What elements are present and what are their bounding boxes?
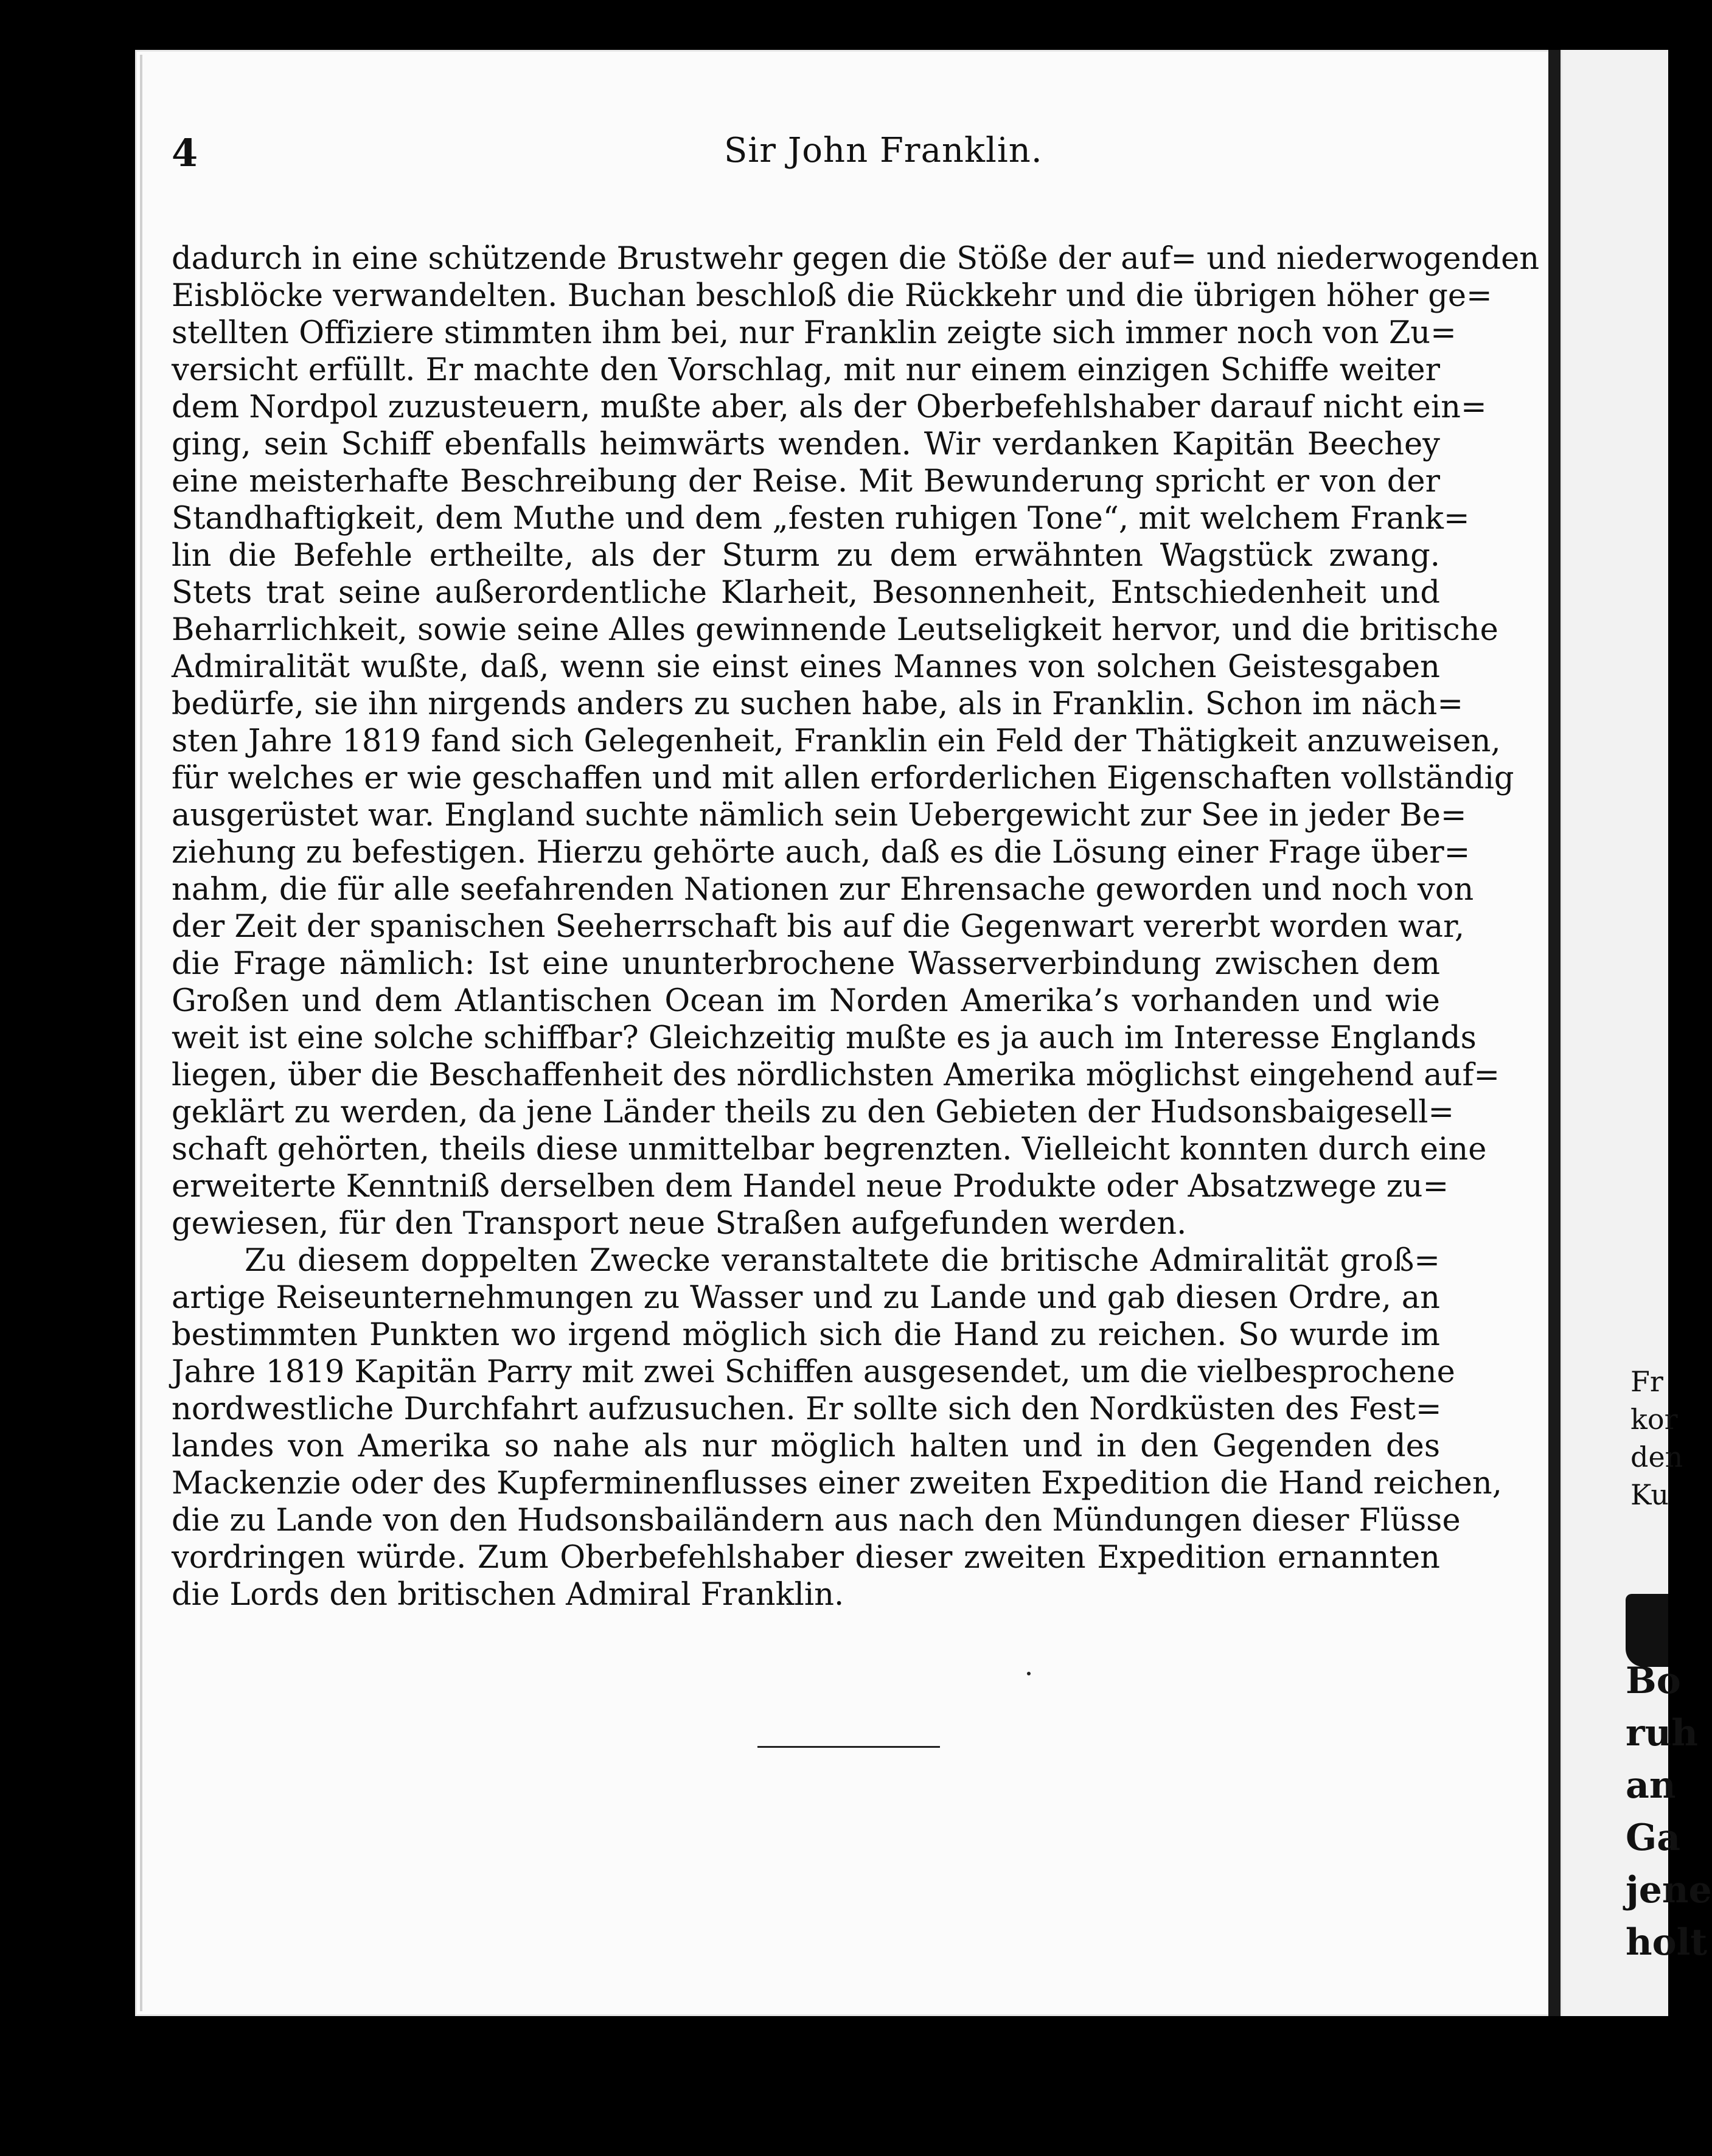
text-line: liegen, über die Beschaffenheit des nördlichsten Amerika möglichst eingehend auf= — [172, 1057, 1500, 1093]
text-line: Beharrlichkeit, sowie seine Alles gewinnende Leutseligkeit hervor, und die britische — [172, 612, 1498, 648]
text-line: ziehung zu befestigen. Hierzu gehörte auch, daß es die Lösung einer Frage über= — [172, 835, 1470, 871]
running-title: Sir John Franklin. — [724, 131, 1043, 170]
scan-background — [0, 0, 135, 2156]
text-line: schaft gehörten, theils diese unmittelbar begrenzten. Vielleicht konnten durch eine — [172, 1132, 1487, 1167]
text-line: nahm, die für alle seefahrenden Nationen zur Ehrensache geworden und noch von — [172, 872, 1474, 908]
facing-page-large-text — [1626, 1655, 1712, 1969]
paragraph-2 — [172, 1242, 1502, 1613]
text-line: Stets trat seine außerordentliche Klarheit, Besonnenheit, Entschiedenheit und — [172, 575, 1440, 611]
text-line: artige Reiseunternehmungen zu Wasser und zu Lande und gab diesen Ordre, an — [172, 1280, 1440, 1316]
body-text — [172, 240, 1540, 1613]
text-line: landes von Amerika so nahe als nur möglich halten und in den Gegenden des — [172, 1428, 1440, 1464]
end-rule — [757, 1746, 940, 1748]
text-line: die Lords den britischen Admiral Franklin. — [172, 1577, 844, 1613]
text-line: Großen und dem Atlantischen Ocean im Norden Amerika’s vorhanden und wie — [172, 983, 1440, 1019]
page-number: 4 — [172, 131, 198, 175]
text-line: gewiesen, für den Transport neue Straßen aufgefunden werden. — [172, 1206, 1187, 1242]
text-line: sten Jahre 1819 fand sich Gelegenheit, Franklin ein Feld der Thätigkeit anzuweisen, — [172, 723, 1501, 759]
text-line: ausgerüstet war. England suchte nämlich sein Uebergewicht zur See in jeder Be= — [172, 798, 1467, 833]
facing-line: Bo — [1626, 1660, 1681, 1702]
book-binding — [1548, 50, 1561, 2016]
text-line: erweiterte Kenntniß derselben dem Handel neue Produkte oder Absatzwege zu= — [172, 1169, 1449, 1205]
text-line: bestimmten Punkten wo irgend möglich sich die Hand zu reichen. So wurde im — [172, 1317, 1440, 1353]
text-line: Mackenzie oder des Kupferminenflusses einer zweiten Expedition die Hand reichen, — [172, 1466, 1502, 1501]
text-line: Jahre 1819 Kapitän Parry mit zwei Schiffen ausgesendet, um die vielbesprochene — [172, 1354, 1455, 1390]
text-line: die Frage nämlich: Ist eine ununterbrochene Wasserverbindung zwischen dem — [172, 946, 1440, 982]
text-line: für welches er wie geschaffen und mit allen erforderlichen Eigenschaften vollständig — [172, 760, 1514, 796]
facing-line: kor — [1630, 1403, 1678, 1436]
text-line: geklärt zu werden, da jene Länder theils zu den Gebieten der Hudsonsbaigesell= — [172, 1094, 1455, 1130]
facing-line: an — [1626, 1764, 1676, 1807]
stray-mark — [1027, 1672, 1031, 1675]
text-line: stellten Offiziere stimmten ihm bei, nur Franklin zeigte sich immer noch von Zu= — [172, 315, 1456, 351]
facing-line: holt — [1626, 1921, 1708, 1964]
facing-line: Ga — [1626, 1817, 1681, 1859]
text-line: eine meisterhafte Beschreibung der Reise. Mit Bewunderung spricht er von der — [172, 464, 1440, 499]
text-line: weit ist eine solche schiffbar? Gleichzeitig mußte es ja auch im Interesse Englands — [172, 1020, 1477, 1056]
text-line: ging, sein Schiff ebenfalls heimwärts wenden. Wir verdanken Kapitän Beechey — [172, 426, 1440, 462]
text-line: lin die Befehle ertheilte, als der Sturm zu dem erwähnten Wagstück zwang. — [172, 538, 1440, 574]
text-line: Eisblöcke verwandelten. Buchan beschloß die Rückkehr und die übrigen höher ge= — [172, 278, 1492, 314]
text-line: vordringen würde. Zum Oberbefehlshaber dieser zweiten Expedition ernannten — [172, 1540, 1440, 1576]
paragraph-1 — [172, 240, 1540, 1242]
text-line: versicht erfüllt. Er machte den Vorschlag, mit nur einem einzigen Schiffe weiter — [172, 352, 1440, 388]
text-line: dem Nordpol zuzusteuern, mußte aber, als der Oberbefehlshaber darauf nicht ein= — [172, 389, 1487, 425]
facing-line: den — [1630, 1441, 1683, 1473]
text-line: Zu diesem doppelten Zwecke veranstaltete die britische Admiralität groß= — [245, 1243, 1440, 1279]
facing-line: Fr — [1630, 1365, 1663, 1398]
facing-line: jene — [1626, 1869, 1712, 1911]
facing-line: ruh — [1626, 1712, 1698, 1754]
text-line: die zu Lande von den Hudsonsbailändern aus nach den Mündungen dieser Flüsse — [172, 1503, 1461, 1539]
text-line: der Zeit der spanischen Seeherrschaft bis auf die Gegenwart vererbt worden war, — [172, 909, 1465, 945]
text-line: nordwestliche Durchfahrt aufzusuchen. Er sollte sich den Nordküsten des Fest= — [172, 1391, 1442, 1427]
text-line: bedürfe, sie ihn nirgends anders zu suchen habe, als in Franklin. Schon im näch= — [172, 686, 1464, 722]
text-line: dadurch in eine schützende Brustwehr gegen die Stöße der auf= und niederwogenden — [172, 241, 1540, 277]
facing-page-text — [1630, 1363, 1683, 1514]
text-line: Admiralität wußte, daß, wenn sie einst eines Mannes von solchen Geistesgaben — [172, 649, 1440, 685]
facing-line: Ku — [1630, 1478, 1669, 1511]
text-line: Standhaftigkeit, dem Muthe und dem „festen ruhigen Tone“, mit welchem Frank= — [172, 501, 1470, 537]
